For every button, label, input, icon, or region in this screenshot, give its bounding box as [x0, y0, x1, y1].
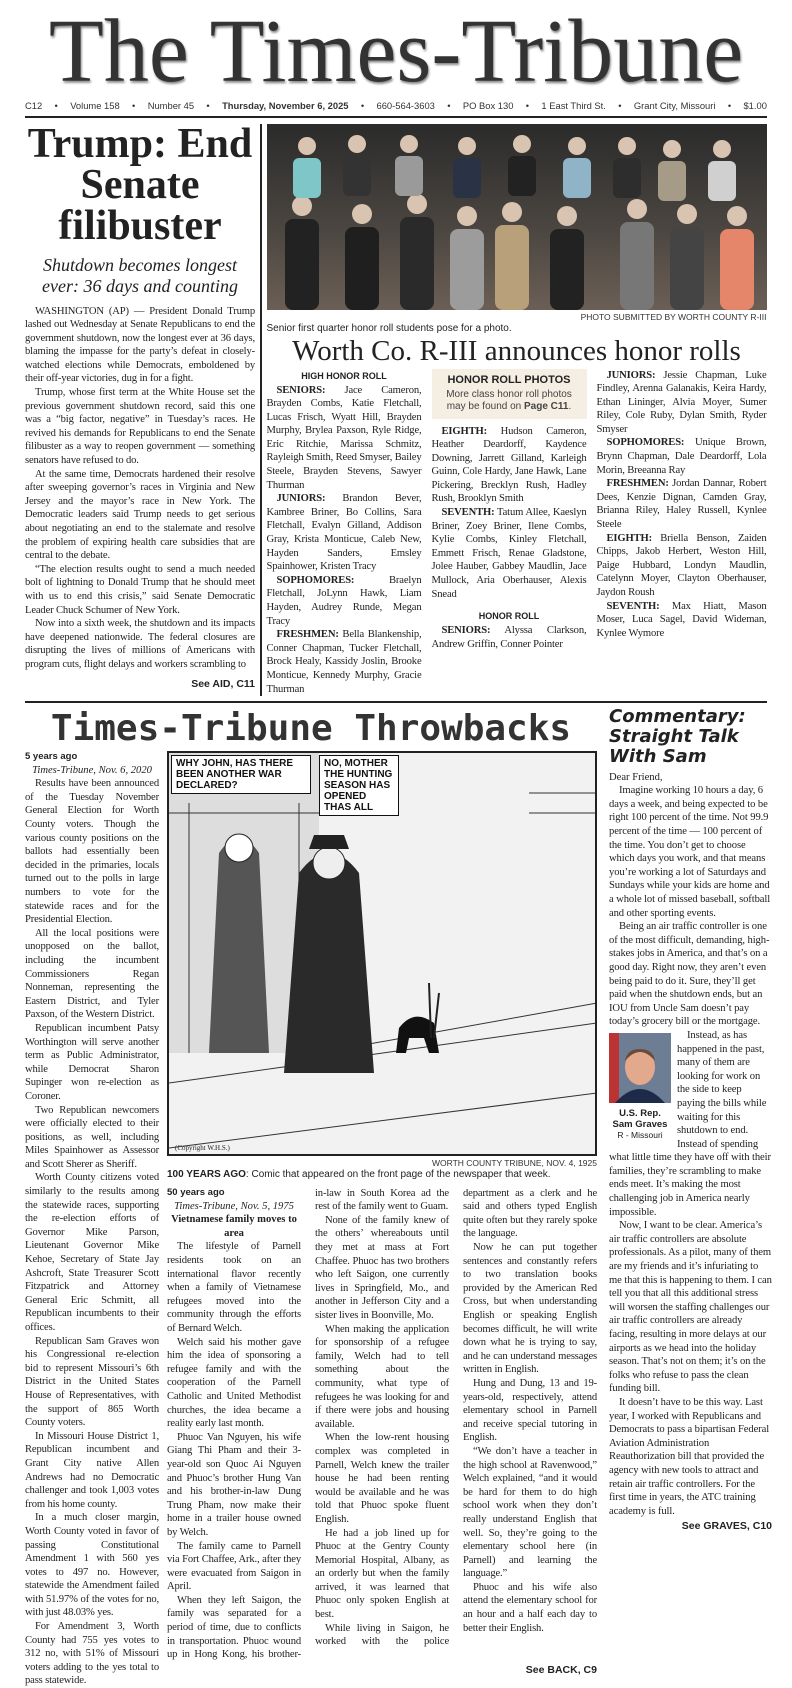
- separator: •: [360, 100, 365, 111]
- paragraph: In Missouri House District 1, Republican incumbent and Grant City native Allen Andrews had no Democratic challenger and took 1,003 votes from his home county.: [25, 1430, 159, 1510]
- honor-class: SEVENTH: Tatum Allee, Kaeslyn Briner, Zoey Briner, Ilene Combs, Kylie Combs, Kinley Fletchall, Emmett Frisch, Renae Gladstone, Jolee Hauber, Gabbey Maudlin, Jace Mullock, Aria Oberhauser, Alexis Snead: [431, 507, 587, 600]
- issue-date: Thursday, November 6, 2025: [222, 100, 349, 111]
- jump-link[interactable]: See BACK, C9: [525, 1663, 597, 1676]
- comic-credit: WORTH COUNTY TRIBUNE, NOV. 4, 1925: [431, 1157, 597, 1168]
- vintage-comic: [167, 751, 597, 1156]
- lead-body: [25, 305, 255, 672]
- po-box: PO Box 130: [462, 100, 514, 111]
- separator: •: [132, 100, 136, 111]
- honor-class: FRESHMEN: Jordan Dannar, Robert Dees, Kenzie Dignan, Camden Gray, Brianna Riley, Haley Russell, Kynlee Steele: [596, 478, 767, 531]
- phone: 660-564-3603: [376, 100, 435, 111]
- honor-col-1: [267, 369, 422, 697]
- honor-class: SOPHOMORES: Braelyn Fletchall, JoLynn Hawk, Liam Hayden, Audrey Runde, Megan Tracy: [266, 574, 422, 627]
- box-title: HONOR ROLL PHOTOS: [447, 373, 571, 386]
- lead-subhead: Shutdown becomes longest ever: 36 days and counting: [42, 254, 238, 296]
- speech-bubble-john: NO, MOTHER THE HUNTING SEASON HAS OPENED THAS ALL: [319, 755, 399, 816]
- paragraph: Republican Sam Graves won his Congressional re-election bid to represent Missouri’s 6th District in the United States House of Representatives, with the support of 865 Worth County voters.: [25, 1335, 159, 1429]
- author-photo-block: [609, 1033, 671, 1140]
- paragraph: Results have been announced of the Tuesday November General Election for Worth County voters. Though the various county positions on the ballots had essentially been decided in the primaries, locals turned out to the polls in large numbers to vote for the statewide races and for the Presidential Election.: [25, 778, 159, 926]
- paragraph: Worth County citizens voted similarly to the results among the statewide races, supporting the re-election efforts of Governor Mike Parson, Lieutenant Governor Mike Kehoe, Secretary of State Jay Ashcroft, State Treasurer Scott Fitzpatrick and Attorney General Eric Schmitt, all Republican incumbents to their offices.: [25, 1172, 159, 1333]
- paragraph: The family came to Parnell via Fort Chaffee, Ark., after they were evacuated from Saigon in April.: [167, 1540, 301, 1593]
- photo-credit: PHOTO SUBMITTED BY WORTH COUNTY R-III: [580, 311, 767, 322]
- dateline: Times-Tribune, Nov. 5, 1975: [174, 1200, 294, 1212]
- students-photo-image: [267, 124, 767, 310]
- honor-roll-heading: HONOR ROLL: [478, 611, 540, 622]
- paragraph: The lifestyle of Parnell residents took on an international flavor recently when a family of Vietnamese refugees moved into the community through the efforts of Bernard Welch.: [167, 1241, 301, 1334]
- paragraph: Welch said his mother gave him the idea of sponsoring a refugee family and with the cooperation of the Parnell Catholic and United Methodist churches, the idea became a reality early last month.: [167, 1336, 301, 1430]
- paragraph: None of the family knew of the others’ whereabouts until they met at mass at Fort Chaffee. Phuoc has two brothers who left Saigon, one currently lives in Springfield, Mo., and another in Jefferson City and a sister lives in Boonville, Mo.: [315, 1214, 449, 1321]
- photo-caption: Senior first quarter honor roll students pose for a photo.: [266, 322, 512, 334]
- paragraph: While living in Saigon, he worked with the police department as a clerk and he said and others typed English quite often but they rarely spoke the language.: [315, 1187, 597, 1648]
- sam-graves-headshot: [609, 1033, 671, 1103]
- throwbacks-headline: Times-Tribune Throwbacks: [50, 707, 572, 749]
- comic-copyright: (Copyright W.H.S.): [175, 1143, 230, 1152]
- paragraph: Imagine working 10 hours a day, 6 days a week, and being expected to be right 100 percent of the time. Not 99.9 percent of the time — 100 percent of the time. You don’t get to choose which days you work, and that means you’re working a lot of Saturdays and Sundays while your kids are home and a whole lot of missed baseball, softball and other sporting events.: [609, 785, 771, 919]
- masthead-info-line: [25, 100, 767, 111]
- paragraph: WASHINGTON (AP) — President Donald Trump lashed out Wednesday at Senate Republicans to end the government shutdown, now the longest ever at 36 days, blaming the impasse for the party’s defeat in closely-watched elections while Democrats, emboldened by their off-year victories, dug in for a fight.: [25, 305, 255, 385]
- paragraph: Being an air traffic controller is one of the most difficult, demanding, high-stakes jobs in America, and that’s on a good day. Right now, they aren’t even being paid to do it. Sure, they’ll get paid when the shutdown ends, but an IOU from Uncle Sam doesn’t pay today’s grocery bill or the mortgage.: [609, 921, 770, 1028]
- jump-link[interactable]: See GRAVES, C10: [681, 1520, 772, 1533]
- five-years-ago: [25, 751, 159, 1688]
- paragraph: Now into a sixth week, the shutdown and its impacts have deepened nationwide. The federal closures are disrupting the lives of millions of Americans with program cuts, flight delays and workers scrambling to: [25, 618, 255, 670]
- honor-roll-story: [267, 124, 767, 697]
- honor-class: JUNIORS: Jessie Chapman, Luke Findley, Arenna Galanakis, Keira Hardy, Ethan Lininger, Alvia Moyer, Sumer Riley, Cole Ruby, Dylan Smith, Ryder Smyser: [596, 369, 767, 435]
- top-section: [25, 120, 767, 697]
- paragraph: “We don’t have a teacher in the high school at Ravenwood,” Welch explained, “and it would be hard for them to do high school work when they don’t really understand English that well. So, they’re going to the elementary school here (in Parnell) and learning the language.”: [463, 1445, 597, 1580]
- throwbacks-main: [167, 751, 597, 1688]
- speech-bubble-mother: WHY JOHN, HAS THERE BEEN ANOTHER WAR DECLARED?: [171, 755, 311, 794]
- paragraph: Trump, whose first term at the White House set the previous government shutdown record, said this one was a “big factor, negative” in Tuesday’s races. He revived his demands for Republicans to end the Senate filibuster as a way to reopen government — something senators have refused to do.: [25, 387, 255, 467]
- city: Grant City, Missouri: [633, 100, 716, 111]
- lead-headline: Trump: End Senate filibuster: [27, 120, 253, 249]
- price: $1.00: [743, 100, 767, 111]
- honor-roll-headline: Worth Co. R-III announces honor rolls: [292, 334, 741, 367]
- greeting: Dear Friend,: [609, 771, 663, 783]
- separator: •: [447, 100, 451, 111]
- separator: •: [618, 100, 622, 111]
- masthead-rule: [25, 116, 767, 118]
- page-number: C12: [25, 100, 43, 111]
- paragraph: “The election results ought to send a much needed bolt of lightning to Donald Trump that he should meet with us to end this crisis,” said Senate Democratic Leader Chuck Schumer of New York.: [25, 563, 255, 616]
- honor-class: JUNIORS: Brandon Bever, Kambree Briner, Bo Collins, Sara Fletchall, Evalyn Gilland, Addison Gray, Krista Monticue, Caleb New, Hayden Sanders, Emsley Spainhower, Kristen Tracy: [266, 493, 422, 573]
- honor-class: FRESHMEN: Bella Blankenship, Conner Chapman, Tucker Fletchall, Brock Healy, Kassidy Joslin, Brooke Monticue, Kennedy Murphy, Gracie Thurman: [266, 629, 422, 695]
- paragraph: When the low-rent housing complex was completed in Parnell, Welch knew the trailer house he had been renting would be available and he was told that Phuoc spoke fluent English.: [315, 1432, 449, 1525]
- honor-class: EIGHTH: Hudson Cameron, Heather Deardorff, Kaydence Downing, Jarrett Gilland, Karleigh Guinn, Cole Hardy, Jane Hawk, Lane Pickering, Brecklyn Rush, Hadley Rush, Brooklyn Smith: [431, 425, 587, 505]
- commentary-section: [609, 707, 772, 1688]
- column-rule: [260, 124, 262, 697]
- street-address: 1 East Third St.: [541, 100, 606, 111]
- paragraph: Phuoc Van Nguyen, his wife Giang Thi Pham and their 3-year-old son Quoc Ai Nguyen and Phuoc’s brother Hung Van and his brother-in-law Dung Trung Pham, now make their home in a trailer house owned by Welch.: [167, 1431, 301, 1538]
- jump-link[interactable]: See AID, C11: [191, 677, 255, 690]
- honor-class: EIGHTH: Briella Benson, Zaiden Chipps, Jakob Herbert, Weston Hill, Paige Hubbard, Londyn Maudlin, Catelynn Moyer, Clayton Oberhauser, Jaydon Roush: [596, 532, 767, 598]
- photo-caption-party: R - Missouri: [617, 1129, 663, 1140]
- paragraph: Now, I want to be clear. America’s air traffic controllers are absolute professionals. As a pilot, many of them are my friends and it’s infuriating to me that this is happening to them. I can tell you that all this additional stress will worsen the staffing challenges our air traffic controllers are already facing, resulting in more delays at our airports as we head into the holiday season. That’s not on them; it’s on the folks who refuse to pass the clean funding bill.: [609, 1220, 772, 1395]
- box-text: More class honor roll photos may be found on Page C11.: [446, 388, 572, 412]
- honor-col-2: [432, 369, 587, 697]
- paragraph: It doesn’t have to be this way. Last year, I worked with Republicans and Democrats to pass a bipartisan Federal Aviation Administration Reauthorization bill that provided the agency with new tools to attract and retain air traffic controllers. For the first time in years, the ATC training academy is full.: [609, 1396, 770, 1517]
- newspaper-masthead: The Times-Tribune: [48, 2, 744, 101]
- volume: Volume 158: [70, 100, 120, 111]
- honor-class: SENIORS: Alyssa Clarkson, Andrew Griffin, Conner Pointer: [431, 625, 587, 650]
- high-honor-roll-heading: HIGH HONOR ROLL: [301, 370, 387, 381]
- section-kicker: 5 years ago: [25, 750, 78, 762]
- honor-roll-photos-box: [432, 369, 587, 419]
- fifty-years-ago: [167, 1187, 597, 1662]
- bottom-section: [25, 705, 772, 1688]
- separator: •: [525, 100, 530, 111]
- section-kicker: 50 years ago: [167, 1186, 225, 1198]
- comic-caption: 100 YEARS AGO: Comic that appeared on the front page of the newspaper that week.: [167, 1168, 551, 1180]
- paragraph: Two Republican newcomers were officially elected to their positions, as well, including Miles Spainhower as Assessor and Scott Sherer as Sheriff.: [25, 1104, 159, 1170]
- photo-caption-name: U.S. Rep. Sam Graves: [612, 1107, 668, 1130]
- honor-class: SOPHOMORES: Unique Brown, Brynn Chapman, Dale Deardorff, Lola Morin, Breeanna Ray: [596, 437, 767, 476]
- dateline: Times-Tribune, Nov. 6, 2020: [32, 764, 152, 776]
- paragraph: He had a job lined up for Phuoc at the Gentry County Memorial Hospital, Albany, as an orderly but when the family arrived, it was learned that Phuoc only spoken English at best.: [315, 1527, 449, 1621]
- paragraph: All the local positions were unopposed on the ballot, including the incumbent Commissioners Regan Nonneman, representing the Eastern District, and Tyler Paxson, of the Western District.: [25, 927, 159, 1021]
- separator: •: [54, 100, 58, 111]
- paragraph: When making the application for sponsorship of a refugee family, Welch had to tell something about the community, what type of refugees he was looking for and if there were jobs and housing available.: [315, 1323, 449, 1430]
- honor-col-3: [597, 369, 767, 697]
- lead-story: [25, 120, 255, 697]
- paragraph: Instead, as has happened in the past, many of them are looking for work on the side to keep paying the bills while waiting for this shutdown to end. Instead of spending what little time they have off with their families, they’re scrambling to make ends meet. It’s making the most challenging job in America nearly impossible.: [609, 1029, 771, 1218]
- paragraph: Now he can put together sentences and constantly refers to two translation books provided by the American Red Cross, but when understanding English or speaking English becomes difficult, he will write down what he is trying to say, and he can understand messages written in English.: [463, 1242, 597, 1376]
- honor-roll-photo: [267, 124, 767, 310]
- page-reference[interactable]: Page C11: [524, 401, 569, 412]
- issue-number: Number 45: [147, 100, 195, 111]
- separator: •: [206, 100, 210, 111]
- separator: •: [727, 100, 732, 111]
- commentary-headline: Commentary: Straight Talk With Sam: [609, 705, 746, 767]
- story-headline: Vietnamese family moves to area: [171, 1214, 297, 1239]
- paragraph: For Amendment 3, Worth County had 755 yes votes to 312 no, with 51% of Missouri voters adding to the yes total to pass statewide.: [25, 1621, 159, 1687]
- paragraph: When they left Saigon, the family was separated for a period of time, due to conflicts in transportation. Phuoc wound up in Hong Kong, his brother-in-law in South Korea ad the rest of the family went to Guam.: [167, 1187, 449, 1661]
- paragraph: In a much closer margin, Worth County voted in favor of passing Constitutional Amendment 1 with 560 yes votes to 497 no. However, statewide the Amendment failed with 51.97% of the votes for no, with just 48.03% yes.: [25, 1512, 159, 1619]
- honor-class: SENIORS: Jace Cameron, Brayden Combs, Katie Fletchall, Lucas Frisch, Wyatt Hill, Brayden Murphy, Brylea Paxson, Ryle Ridge, Eric Ritchie, Marissa Schmitz, Rayleigh Smith, Reed Smyser, Bailey Steele, Brayden Stevens, Sawyer Thurman: [266, 384, 422, 491]
- honor-class: SEVENTH: Max Hiatt, Mason Moser, Luca Sagel, David Wideman, Kynlee Wymore: [596, 600, 767, 639]
- commentary-body: [609, 771, 772, 1519]
- throwbacks-section: [25, 707, 597, 1688]
- paragraph: At the same time, Democrats hardened their resolve after sweeping governor’s races in Virginia and New Jersey and the mayor’s race in New York. The Democratic leaders said Trump needs to get serious about negotiating an end to the stalemate and resolve the problem of expiring health care subsidies that are central to the debate.: [25, 468, 255, 562]
- paragraph: Republican incumbent Patsy Worthington will serve another term as Public Administrator, while Democrat Sharon Supinger won re-election as Coroner.: [25, 1022, 159, 1102]
- paragraph: Phuoc and his wife also attend the elementary school for an hour and a half each day to better their English.: [463, 1581, 597, 1634]
- section-rule: [25, 701, 767, 703]
- paragraph: Hung and Dung, 13 and 19-years-old, respectively, attend elementary school in Parnell and receive special tutoring in English.: [463, 1377, 597, 1444]
